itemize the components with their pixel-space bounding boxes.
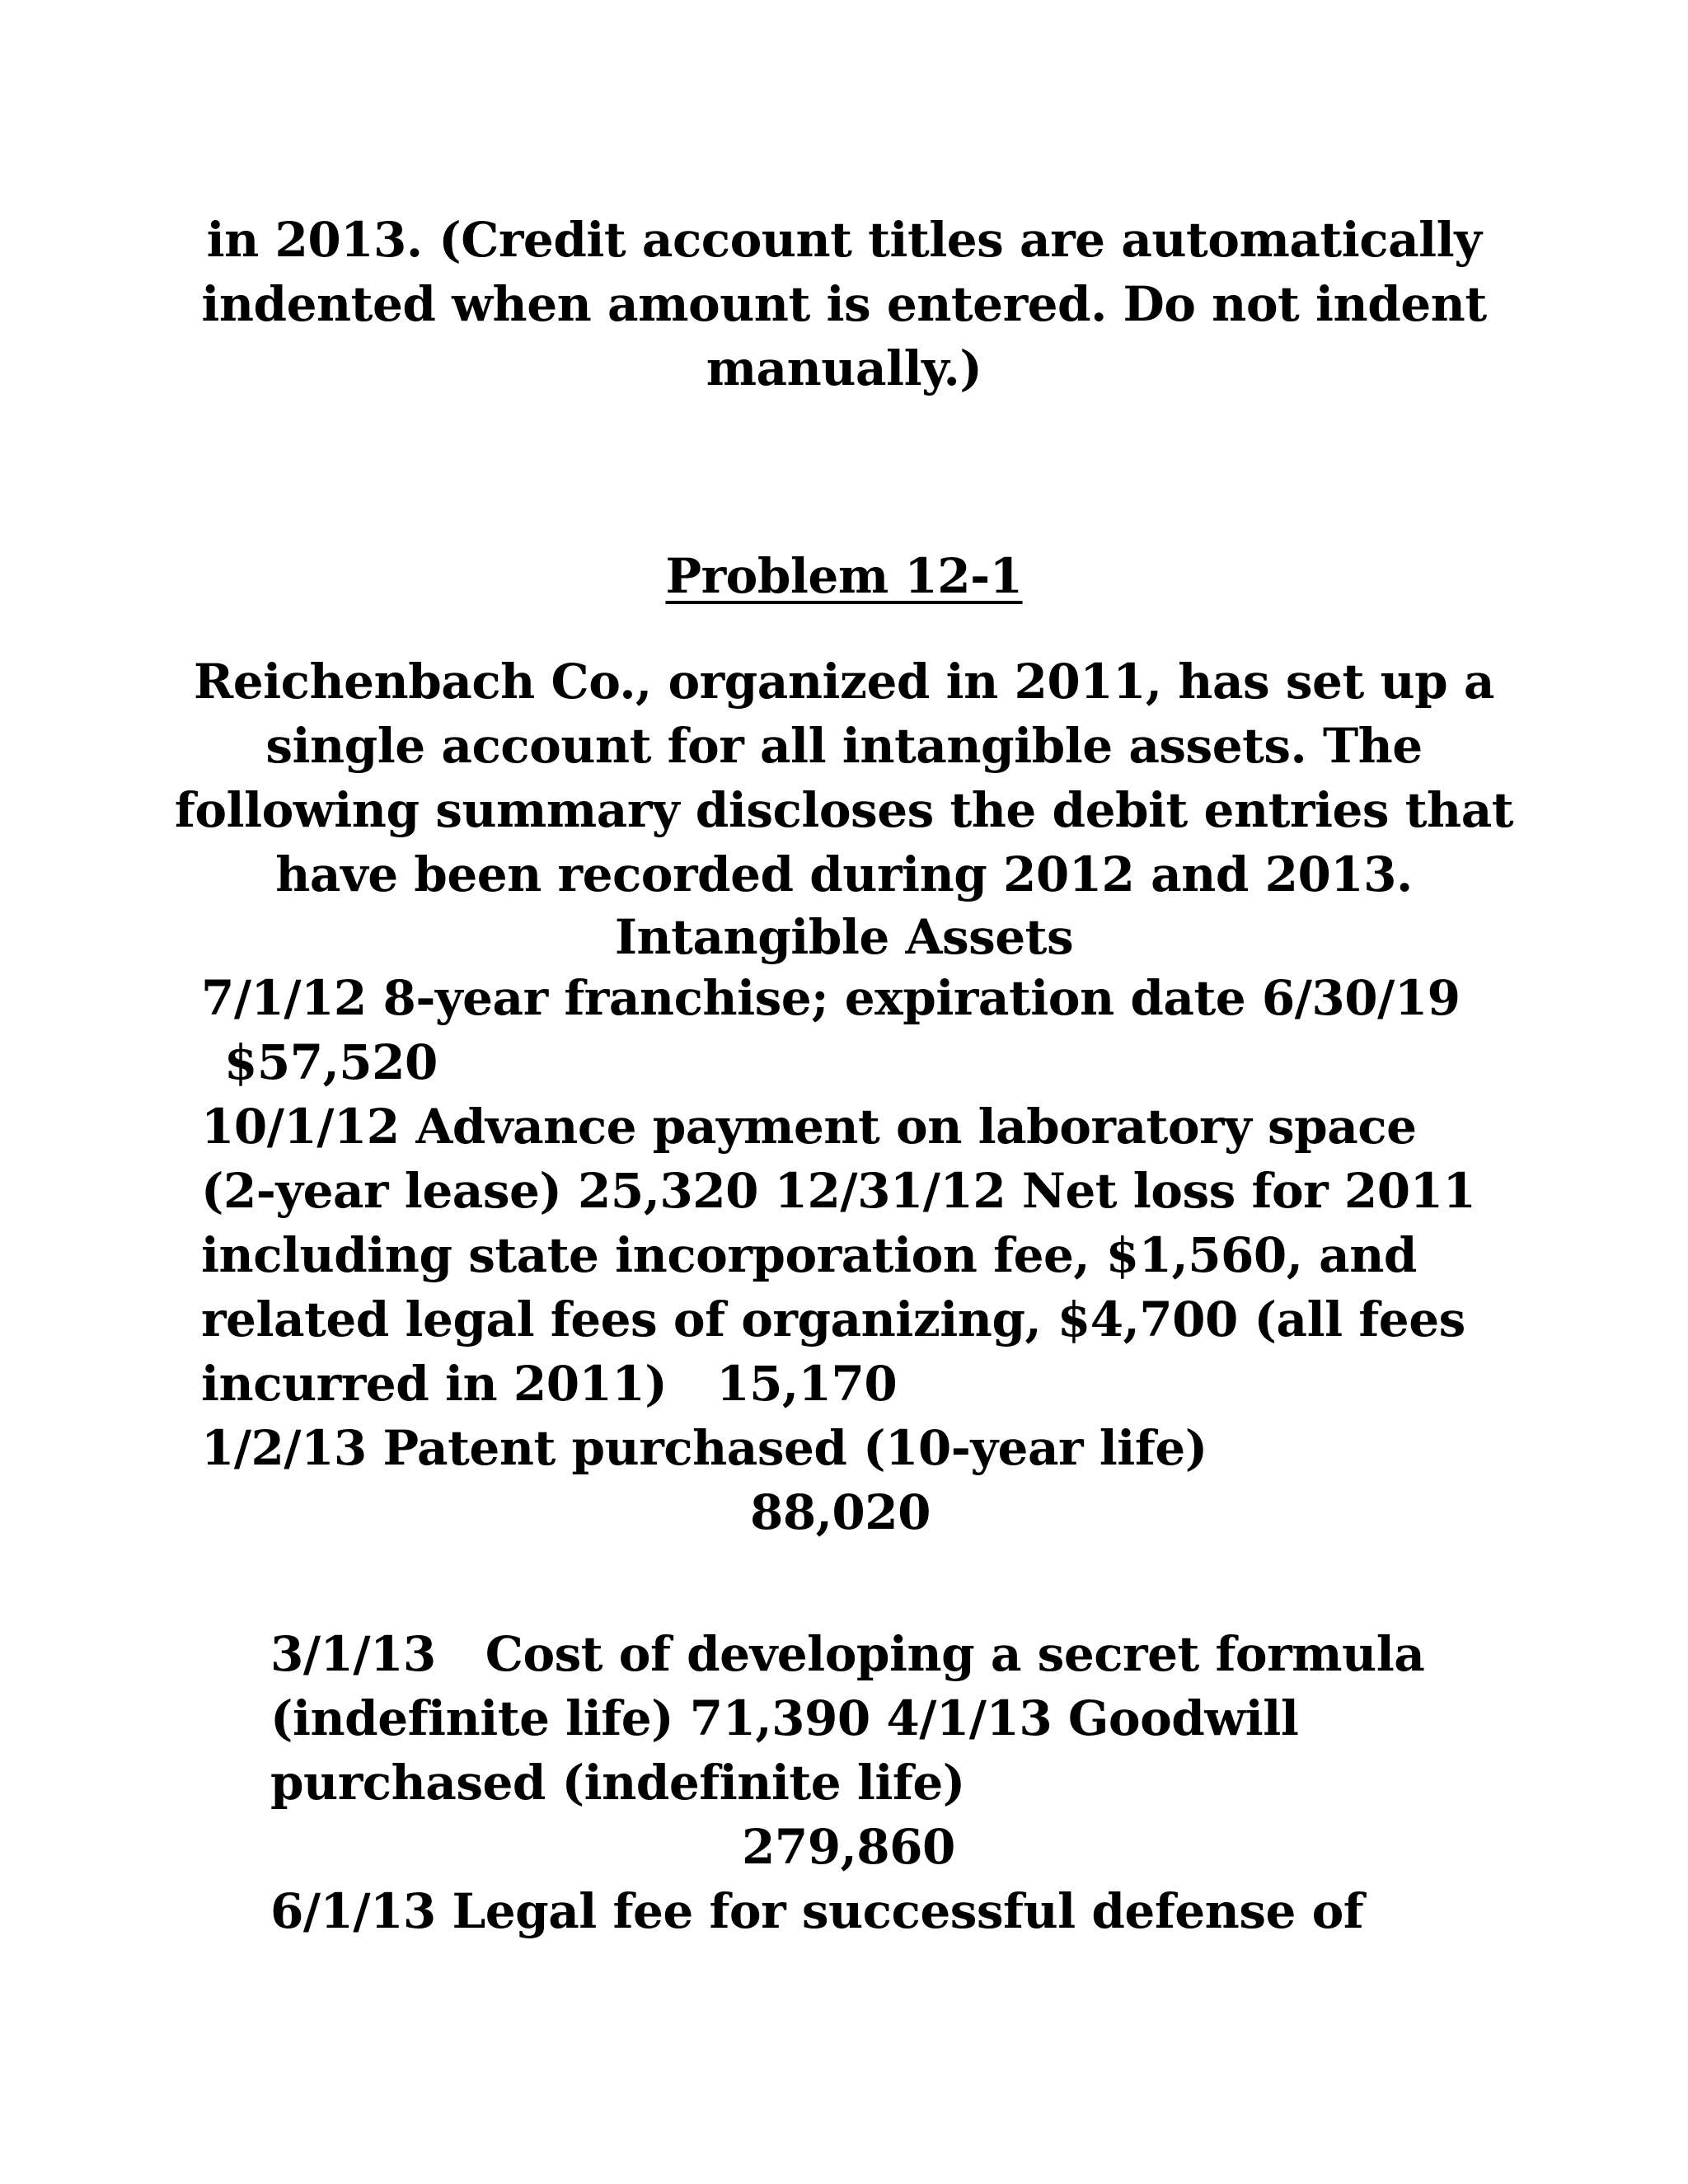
entry-goodwill-line-3: purchased (indefinite life) — [270, 1755, 965, 1811]
entry-netloss-line-4: related legal fees of organizing, $4,700 (all fees — [201, 1291, 1465, 1347]
description-line-1: Reichenbach Co., organized in 2011, has set up a — [194, 654, 1494, 710]
entry-lab-line-2: (2-year lease) 25,320 12/31/12 Net loss for 2011 — [201, 1163, 1476, 1219]
description-line-3: following summary discloses the debit entries that — [174, 782, 1514, 838]
description-line-4: have been recorded during 2012 and 2013. — [275, 846, 1413, 902]
problem-title-text: Problem 12-1 — [665, 548, 1023, 604]
entry-patent-amount: 88,020 — [750, 1484, 931, 1540]
entry-formula-desc: Cost of developing a secret formula — [485, 1626, 1425, 1682]
entry-netloss-text: incurred in 2011) — [201, 1356, 668, 1412]
entry-formula-line-2: (indefinite life) 71,390 4/1/13 Goodwill — [270, 1690, 1299, 1746]
intro-line-1: in 2013. (Credit account titles are automatically — [206, 212, 1482, 268]
entry-formula-date: 3/1/13 — [270, 1626, 436, 1682]
entry-netloss-amount: 15,170 — [716, 1356, 898, 1412]
entry-netloss-line-3: including state incorporation fee, $1,560, and — [201, 1227, 1417, 1283]
entry-lab-line-1: 10/1/12 Advance payment on laboratory space — [201, 1099, 1417, 1155]
description-line-2: single account for all intangible assets. The — [265, 718, 1423, 774]
entry-franchise-line: 7/1/12 8-year franchise; expiration date 6/30/19 — [201, 970, 1461, 1026]
entry-formula-line-1 — [270, 1622, 1424, 1686]
entry-patent-line: 1/2/13 Patent purchased (10-year life) — [201, 1420, 1207, 1476]
entry-franchise-amount: $57,520 — [224, 1034, 438, 1090]
entry-legal-fee-line: 6/1/13 Legal fee for successful defense of — [270, 1883, 1364, 1939]
entry-netloss-line-5 — [201, 1352, 897, 1416]
table-title: Intangible Assets — [614, 909, 1074, 965]
problem-title — [0, 544, 1688, 608]
intro-line-3: manually.) — [706, 340, 982, 396]
entry-goodwill-amount: 279,860 — [742, 1819, 955, 1875]
intro-line-2: indented when amount is entered. Do not indent — [201, 276, 1487, 332]
